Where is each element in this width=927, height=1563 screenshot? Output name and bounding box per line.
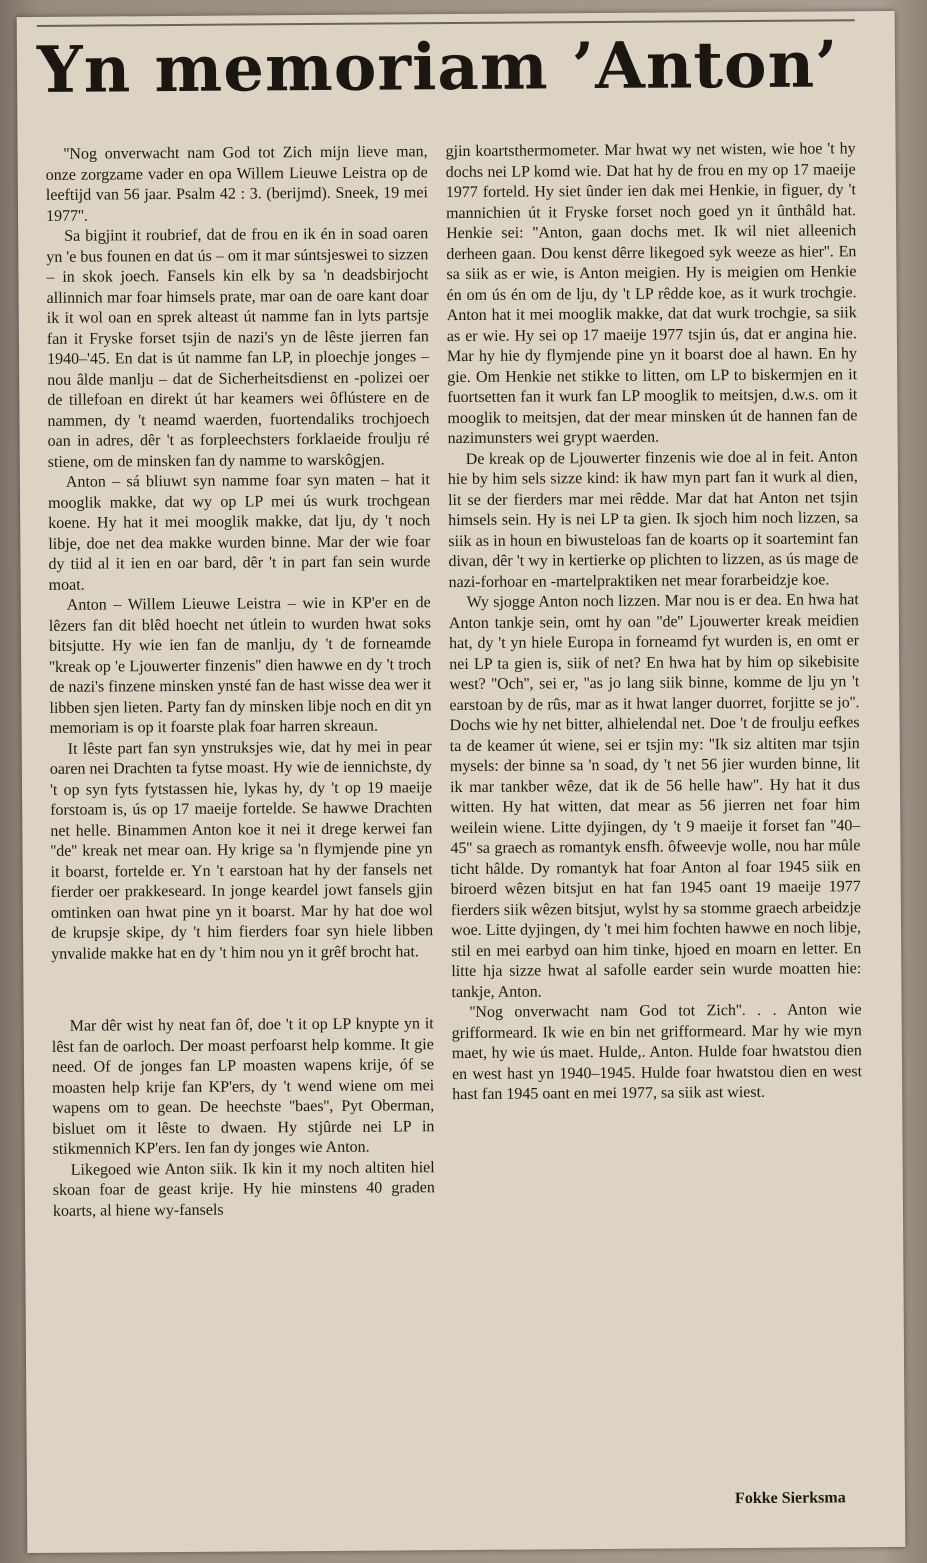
left-column [46,142,436,1222]
paragraph: Sa bigjint it roubrief, dat de frou en ik én in soad oaren yn 'e bus founen en dat ús – om it mar súntsjeswei to sizzen – in skok joech. Fansels kin elk by sa 'n deadsbirjocht allinnich mar foar himsels prate, mar oan de oare kant doar ik it wol oan en sprek alteast út namme fan in lyts partsje fan it Fryske forset tsjin de nazi's yn de lêste jierren fan 1940–'45. En dat is út namme fan LP, in ploechje jonges – nou âlde manlju – dat de Sicherheitsdienst en -polizei oer de tillefoan en direkt út har keamers wei ôflústere en de nammen, dy 't neamd waerden, fuortendaliks trochjoech oan in adres, dêr 't as forpleechsters forklaeide froulju ré stiene, om de minsken fan dy namme to warskôgjen. [46,225,430,471]
paragraph: Anton – Willem Lieuwe Leistra – wie in KP'er en de lêzers fan dit blêd hoecht net útlein to wurden hwat soks bitsjutte. Hy wie ien fan de manlju, dy 't de forneamde ''kreak op 'e Ljouwerter finzenis'' dien hawwe en dy 't troch de nazi's finzene minsken ynsté fan de hast wisse dea wer it libben sjen lieten. Party fan dy minsken libje noch en dit yn memoriam is op it foarste plak foar harren skreaun. [48,594,432,737]
paragraph: Anton – sá bliuwt syn namme foar syn maten – hat it mooglik makke, dat wy op LP mei ús wurk trochgean koene. Hy hat it mei mooglik makke, dat lju, dy 't noch libje, doe net dea makke wurden binne. Mar der wie foar dy tiid al it ien en oar bard, dêr 't in part fan sein wurde moat. [47,471,431,594]
headline: Yn memoriam ’Anton’ [36,27,839,108]
right-column [446,139,863,1105]
author-signature: Fokke Sierksma [734,1489,846,1508]
paragraph: Wy sjogge Anton noch lizzen. Mar nou is er dea. En hwa hat Anton tankje sein, omt hy oan ''de'' Ljouwerter kreak meidien hat, dy 't yn hiele Europa in forneamd fyt wurden is, en omt er nei LP ta gien is, siik of net? En hwa hat by him op sikebisite west? ''Och'', sei er, ''as jo lang siik binne, komme de lju yn 't earstoan by de rûs, mar as it hwat langer duorret, forjitte se jo''. Dochs wie hy net bitter, alhielendal net. Doe 't de froulju eefkes ta de keamer út wiene, sei er tsjin my: ''Ik siz altiten mar tsjin mysels: der binne sa 'n soad, dy 't net 56 jier wurden binne, lit ik mar tankber wêze, dat ik de 56 helle haw''. Hy hat it dus witten. Hy hat witten, dat mear as 56 jierren net foar him weilein wiene. Litte dyjingen, dy 't 9 maeije it forset fan ''40–45'' sa graech as romantyk ensfh. ôfweevje wolle, nou har mûle ticht hâlde. Dy romantyk hat foar Anton al foar 1945 siik en biroerd wêzen bitsjut en hat fan 1945 oant 19 maeije 1977 fierders siik wêzen bitsjut, wylst hy sa stomme graech arbeidzje woe. Litte dyjingen, dy 't mei him fochten hawwe en noch libje, stil en mei earbyd oan him tinke, hjoed en moarn en letter. En litte hja sizze hwat al safolle earder sein wurde moatten hie: tankje, Anton. [448,591,862,1001]
paragraph: Likegoed wie Anton siik. Ik kin it my noch altiten hiel skoan foar de geast krije. Hy hie minstens 40 graden koarts, al hiene wy-fansels [52,1158,435,1220]
paragraph: ''Nog onverwacht nam God tot Zich mijn lieve man, onze zorgzame vader en opa Willem Lieuwe Leistra op de leeftijd van 56 jaar. Psalm 42 : 3. (berijmd). Sneek, 19 mei 1977''. [45,143,428,225]
paragraph: ''Nog onverwacht nam God tot Zich''. . . Anton wie grifformeard. Ik wie en bin net grifformeard. Mar hy wie myn maet, hy wie ús maet. Hulde,. Anton. Hulde foar hwatstou dien en west hast yn 1940–1945. Hulde foar hwatstou dien en west hast fan 1945 oant en mei 1977, sa siik ast wiest. [451,1001,863,1104]
paragraph: Mar dêr wist hy neat fan ôf, doe 't it op LP knypte yn it lêst fan de oarloch. Der moast perfoarst help komme. It gie need. Of de jonges fan LP moasten wapens krije, óf se moasten help krije fan KP'ers, dy 't wend wiene om mei wapens om to gean. De heechste ''baes'', Pyt Oberman, bisluet om it lêste to dwaen. Hy stjûrde nei LP in stikmennich KP'ers. Ien fan dy jonges wie Anton. [51,1015,435,1158]
paragraph: De kreak op de Ljouwerter finzenis wie doe al in feit. Anton hie by him sels sizze kind: ik haw myn part fan it wurk al dien, lit se der fierders mar mei rêdde. Mar dat hat Anton net tsjin himsels sein. Hy is nei LP ta gien. Ik sjoch him noch lizzen, sa siik as in houn en biwusteloas fan de koarts op it soartemint fan divan, dêr 't wy in kertierke op plichten to lizzen, as ús mage de nazi-forhoar en -martelpraktiken net mear forarbeidzje koe. [447,447,859,591]
newspaper-clipping [17,11,906,1553]
paragraph: It lêste part fan syn ynstruksjes wie, dat hy mei in pear oaren nei Drachten ta fytse moast. Hy wie de iennichste, dy 't op syn fyts fytstassen hie, lykas hy, dy 't op 19 maeije forstoam is, ús op 17 maeije fortelde. Se hawwe Drachten net helle. Binammen Anton koe it nei it drege kerwei fan ''de'' kreak net mear oan. Hy krige sa 'n flymjende pine yn it boarst, fortelde er. Yn 't earstoan hat hy der fansels net fierder oer prakkeseard. In jonge keardel jowt fansels gjin omtinken oan hwat pine yn it boarst. Mar hy hat doe wol de krupsje skipe, dy 't him fierders foar syn hiele libben ynvalide makke hat en dy 't him nou yn it grêf brocht hat. [49,737,434,963]
paragraph: gjin koartsthermometer. Mar hwat wy net wisten, wie hoe 't hy dochs nei LP komd wie. Dat hat hy de frou en my op 17 maeije 1977 forteld. Hy siet ûnder ien dak mei Henkie, in figuer, dy 't mannichien út it Fryske forset noch goed yn it ûnthâld hat. Henkie sei: ''Anton, gaan dochs met. Ik wil niet alleenich derheen gaan. Dou kenst dêrre likegoed syk weeze as hier''. En sa siik as er wie, is Anton meigien. Hy is meigien om Henkie én om ús én om de lju, dy 't LP rêdde koe, as it wurk trochgie. Anton hat it mei mooglik makke, dat dat wurk trochgie, sa siik as er wie. Hy sei op 17 maeije 1977 tsjin ús, dat er angina hie. Mar hy hie dy flymjende pine yn it boarst doe al hawn. En hy gie. Om Henkie net stikke to litten, om LP to biskermjen en it fuortsetten fan it wurk fan LP mooglik to meitsjen, d.w.s. om it mooglik to meitsjen, dat der mear minsken út de hannen fan de nazimunsters wei grypt waerden. [445,140,858,448]
